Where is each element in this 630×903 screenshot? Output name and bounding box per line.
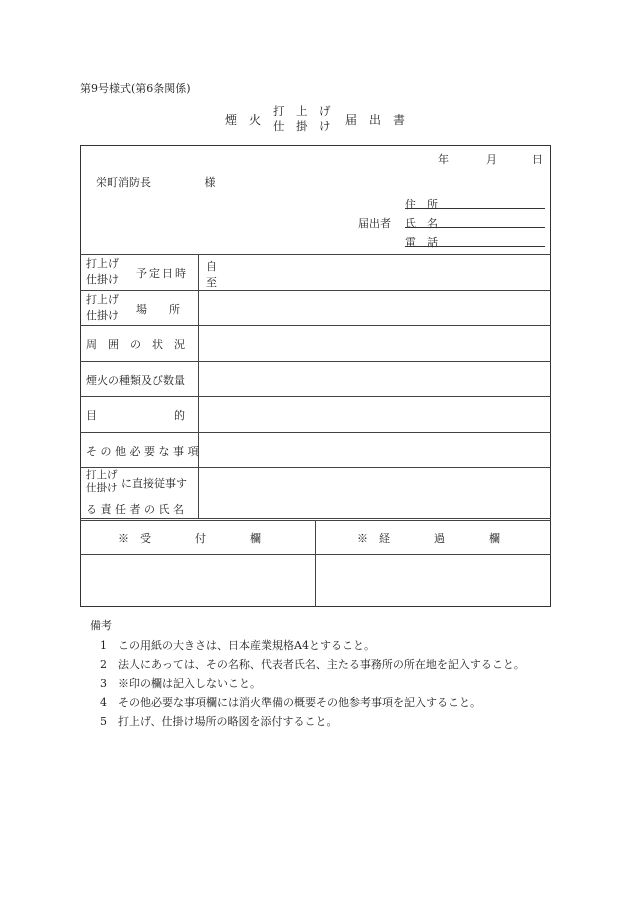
note-item bbox=[100, 656, 525, 672]
fireworks-label-cell bbox=[80, 361, 198, 396]
phone-label: 電 話 bbox=[405, 236, 438, 249]
schedule-from: 自 bbox=[206, 260, 217, 273]
schedule-stack bbox=[86, 256, 119, 288]
fireworks-label: 煙火の種類及び数量 bbox=[86, 374, 185, 387]
schedule-to: 至 bbox=[206, 276, 217, 289]
place-label: 場 所 bbox=[136, 303, 180, 316]
place-stack-bottom: 仕掛け bbox=[86, 309, 119, 322]
title-stack bbox=[273, 104, 331, 134]
title-stack-bottom: 仕 掛 け bbox=[273, 119, 331, 133]
other-label: そ の 他 必 要 な 事 項 bbox=[86, 445, 199, 458]
schedule-stack-top: 打上げ bbox=[86, 257, 119, 270]
title-stack-top: 打 上 げ bbox=[273, 104, 331, 118]
place-stack-top: 打上げ bbox=[86, 293, 119, 306]
form-number: 第9号様式(第6条関係) bbox=[80, 82, 191, 95]
bottom-split-divider bbox=[315, 520, 316, 607]
name-line[interactable] bbox=[405, 227, 545, 228]
month-label: 月 bbox=[486, 153, 497, 166]
addressee-honorific: 様 bbox=[204, 176, 216, 189]
note-item bbox=[100, 694, 481, 710]
notes-title: 備考 bbox=[90, 619, 112, 632]
date-line bbox=[438, 151, 543, 167]
day-label: 日 bbox=[532, 153, 543, 166]
purpose-label-cell bbox=[80, 396, 198, 432]
address-line[interactable] bbox=[405, 208, 545, 209]
note-text: ※印の欄は記入しないこと。 bbox=[118, 677, 261, 690]
label-column-divider bbox=[198, 254, 199, 519]
note-number: 5 bbox=[100, 715, 107, 728]
title-part2: 届 出 書 bbox=[345, 113, 406, 127]
note-item bbox=[100, 637, 375, 653]
place-stack bbox=[86, 292, 119, 324]
title-part1: 煙 火 bbox=[225, 113, 262, 127]
phone-line[interactable] bbox=[405, 246, 545, 247]
note-text: 法人にあっては、その名称、代表者氏名、主たる事務所の所在地を記入すること。 bbox=[118, 658, 525, 671]
responsible-label-cell bbox=[80, 467, 198, 518]
document-title bbox=[0, 104, 630, 134]
responsible-stack-top: 打上げ bbox=[86, 469, 118, 481]
note-number: 2 bbox=[100, 658, 107, 671]
progress-header: ※ 経 過 欄 bbox=[357, 532, 500, 545]
responsible-label-line3: る 責 任 者 の 氏 名 bbox=[86, 503, 184, 516]
name-label: 氏 名 bbox=[405, 217, 438, 230]
responsible-label-inline: に直接従事す bbox=[121, 477, 187, 490]
surroundings-label: 周 囲 の 状 況 bbox=[86, 338, 185, 351]
note-number: 1 bbox=[100, 639, 107, 652]
schedule-label: 予定日時 bbox=[136, 267, 188, 280]
year-label: 年 bbox=[438, 153, 449, 166]
schedule-stack-bottom: 仕掛け bbox=[86, 273, 119, 286]
purpose-label: 目 的 bbox=[86, 409, 185, 422]
note-text: その他必要な事項欄には消火準備の概要その他参考事項を記入すること。 bbox=[118, 696, 481, 709]
note-text: この用紙の大きさは、日本産業規格A4とすること。 bbox=[118, 639, 375, 652]
note-number: 3 bbox=[100, 677, 107, 690]
addressee bbox=[96, 174, 216, 190]
address-label: 住 所 bbox=[405, 198, 438, 211]
place-label-cell bbox=[80, 290, 198, 325]
row-divider bbox=[80, 518, 551, 519]
note-item bbox=[100, 675, 261, 691]
schedule-label-cell bbox=[80, 254, 198, 290]
other-label-cell bbox=[80, 432, 198, 467]
reception-header: ※ 受 付 欄 bbox=[118, 532, 261, 545]
addressee-name: 栄町消防長 bbox=[96, 176, 151, 189]
note-text: 打上げ、仕掛け場所の略図を添付すること。 bbox=[118, 715, 338, 728]
surroundings-label-cell bbox=[80, 325, 198, 361]
responsible-stack bbox=[86, 469, 118, 495]
note-item bbox=[100, 713, 338, 729]
applicant-label: 届出者 bbox=[358, 217, 391, 230]
responsible-stack-bottom: 仕掛け bbox=[86, 482, 118, 494]
note-number: 4 bbox=[100, 696, 107, 709]
